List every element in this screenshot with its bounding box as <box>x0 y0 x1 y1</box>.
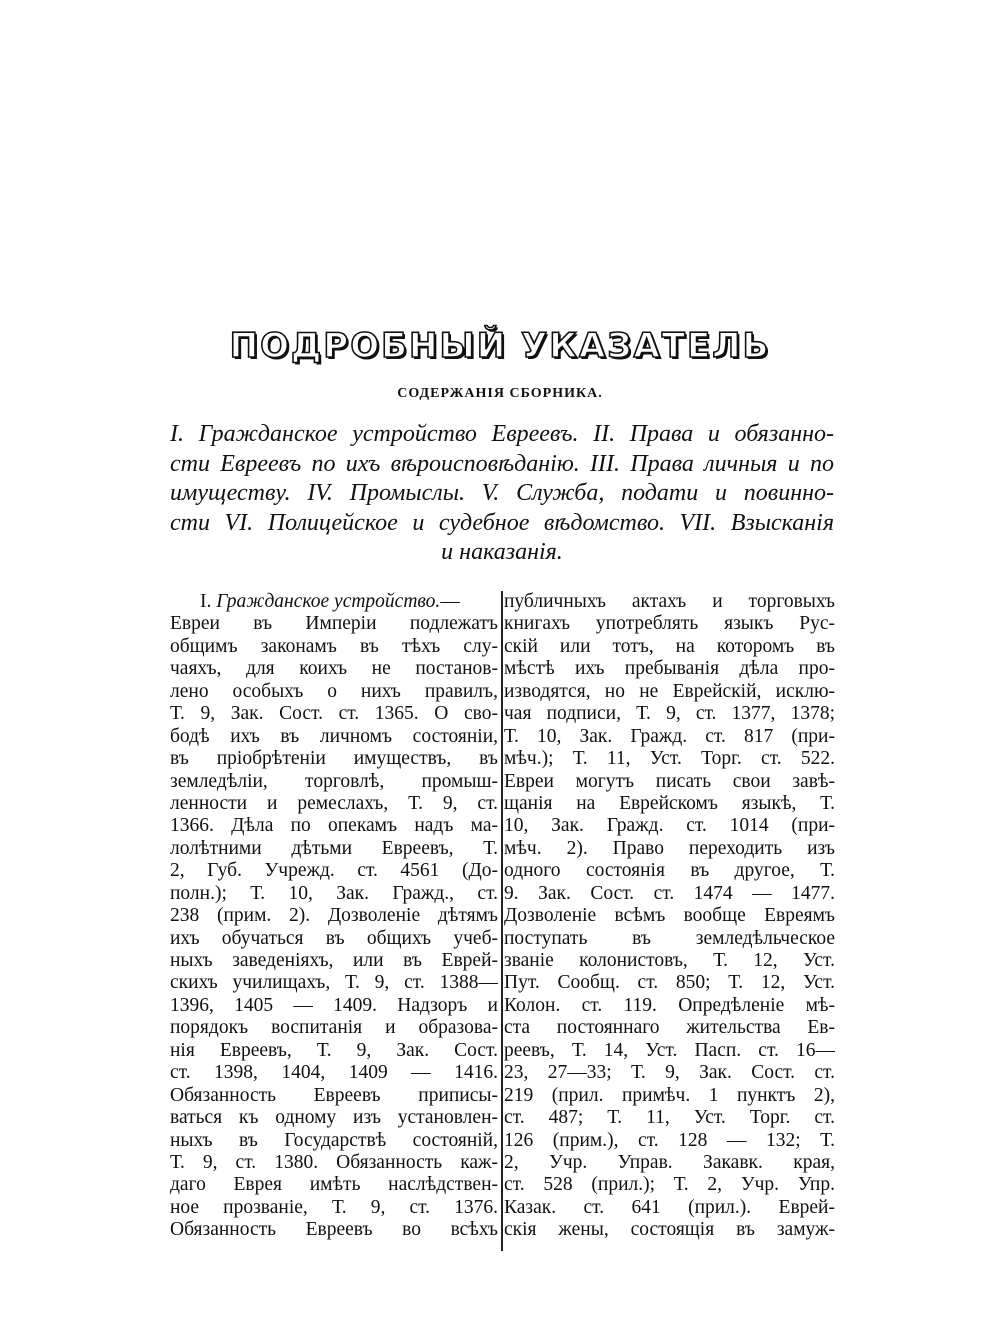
right-column-line: публичныхъ актахъ и торговыхъ <box>504 591 835 612</box>
right-column-line: 219 (прил. примѣч. 1 пунктъ 2), <box>504 1084 835 1106</box>
section-number: I. <box>200 591 217 612</box>
left-column-line: 238 (прим. 2). Дозволеніе дѣтямъ <box>170 905 498 927</box>
left-column-line: ныхъ въ Государствѣ состояній, <box>170 1129 498 1151</box>
right-column-line: мѣстѣ ихъ пребыванія дѣла про- <box>504 658 835 680</box>
right-column-line: поступать въ земледѣльческое <box>504 927 835 949</box>
right-column-line: мѣч.); Т. 11, Уст. Торг. ст. 522. <box>504 748 835 770</box>
right-column-line: Т. 10, Зак. Гражд. ст. 817 (при- <box>504 725 835 747</box>
left-column-line: лолѣтними дѣтьми Евреевъ, Т. <box>170 837 498 859</box>
right-column-line: ста постояннаго жительства Ев- <box>504 1017 835 1039</box>
left-column-line: порядокъ воспитанія и образова- <box>170 1017 498 1039</box>
column-divider <box>501 591 503 1251</box>
summary-line: сти VI. Полицейское и судебное вѣдомство. VII. Взысканія <box>170 509 834 536</box>
right-column-line: 10, Зак. Гражд. ст. 1014 (при- <box>504 815 835 837</box>
right-column-line: 126 (прим.), ст. 128 — 132; Т. <box>504 1129 835 1151</box>
summary-line: I. Гражданское устройство Евреевъ. II. Права и обязанно- <box>170 421 834 447</box>
right-column-line: изводятся, но не Еврейскій, исклю- <box>504 680 835 702</box>
right-column-line: 9. Зак. Сост. ст. 1474 — 1477. <box>504 882 835 904</box>
right-column-line: ст. 528 (прил.); Т. 2, Учр. Упр. <box>504 1174 835 1196</box>
section-heading-line <box>170 591 498 613</box>
left-column-line: ихъ обучаться въ общихъ учеб- <box>170 927 498 949</box>
right-column-line: реевъ, Т. 14, Уст. Пасп. ст. 16— <box>504 1039 835 1061</box>
two-column-text <box>170 591 834 1271</box>
left-column-line: въ пріобрѣтеніи имуществъ, въ <box>170 748 498 770</box>
left-column-line: Т. 9, ст. 1380. Обязанность каж- <box>170 1151 498 1173</box>
section-heading: Гражданское устройство. <box>216 591 441 612</box>
right-column-line: званіе колонистовъ, Т. 12, Уст. <box>504 950 835 971</box>
left-column-line: 1366. Дѣла по опекамъ надъ ма- <box>170 815 498 837</box>
right-column-line: скія жены, состоящія въ замуж- <box>504 1219 835 1241</box>
left-column-line: скихъ училищахъ, Т. 9, ст. 1388— <box>170 972 498 994</box>
right-column <box>504 591 835 1242</box>
left-column-line: ныхъ заведеніяхъ, или въ Еврей- <box>170 950 498 971</box>
left-column-line: 2, Губ. Учрежд. ст. 4561 (До- <box>170 860 498 882</box>
summary-line: и наказанія. <box>441 539 563 565</box>
right-column-line: Казак. ст. 641 (прил.). Еврей- <box>504 1196 835 1218</box>
left-column-line: Евреи въ Имперіи подлежатъ <box>170 613 498 635</box>
left-column-line: ст. 1398, 1404, 1409 — 1416. <box>170 1062 498 1084</box>
left-column-line: ленности и ремеслахъ, Т. 9, ст. <box>170 792 498 814</box>
summary-line: сти Евреевъ по ихъ вѣроисповѣданію. III. Права личныя и по <box>170 450 834 477</box>
left-column-line: ное прозваніе, Т. 9, ст. 1376. <box>170 1196 498 1218</box>
right-column-line: Колон. ст. 119. Опредѣленіе мѣ- <box>504 994 835 1016</box>
left-column-line: бодѣ ихъ въ личномъ состояніи, <box>170 725 498 747</box>
right-column-line: мѣч. 2). Право переходить изъ <box>504 837 835 859</box>
left-column-line: 1396, 1405 — 1409. Надзоръ и <box>170 994 498 1016</box>
left-column-line: чаяхъ, для коихъ не постанов- <box>170 658 498 680</box>
left-column <box>170 591 498 1242</box>
page-subtitle: СОДЕРЖАНІЯ СБОРНИКА. <box>397 386 603 401</box>
section-dash: — <box>440 591 460 612</box>
left-column-line: Обязанность Евреевъ приписы- <box>170 1084 498 1106</box>
left-column-line: даго Еврея имѣть наслѣдствен- <box>170 1174 498 1196</box>
contents-summary <box>170 420 834 568</box>
right-column-line: ст. 487; Т. 11, Уст. Торг. ст. <box>504 1107 835 1129</box>
right-column-line: Пут. Сообщ. ст. 850; Т. 12, Уст. <box>504 972 835 994</box>
right-column-line: одного состоянія въ другое, Т. <box>504 860 835 882</box>
right-column-line: Дозволеніе всѣмъ вообще Евреямъ <box>504 905 835 927</box>
left-column-line: земледѣліи, торговлѣ, промыш- <box>170 770 498 792</box>
right-column-line: 23, 27—33; Т. 9, Зак. Сост. ст. <box>504 1062 835 1084</box>
right-column-line: скій или тотъ, на которомъ въ <box>504 635 835 657</box>
left-column-line: Т. 9, Зак. Сост. ст. 1365. О сво- <box>170 703 498 725</box>
right-column-line: Евреи могутъ писать свои завѣ- <box>504 770 835 792</box>
right-column-line: книгахъ употреблять языкъ Рус- <box>504 613 835 635</box>
left-column-line: Обязанность Евреевъ во всѣхъ <box>170 1219 498 1241</box>
left-column-line: общимъ законамъ въ тѣхъ слу- <box>170 635 498 657</box>
page-title: ПОДРОБНЫЙ УКАЗАТЕЛЬ <box>229 326 771 366</box>
left-column-line: лено особыхъ о нихъ правилъ, <box>170 680 498 702</box>
summary-line: имуществу. IV. Промыслы. V. Служба, подати и повинно- <box>170 480 834 506</box>
left-column-line: полн.); Т. 10, Зак. Гражд., ст. <box>170 882 498 904</box>
right-column-line: щанія на Еврейскомъ языкѣ, Т. <box>504 792 835 814</box>
right-column-line: чая подписи, Т. 9, ст. 1377, 1378; <box>504 703 835 725</box>
left-column-line: нія Евреевъ, Т. 9, Зак. Сост. <box>170 1039 498 1061</box>
left-column-line: ваться къ одному изъ установлен- <box>170 1107 498 1129</box>
right-column-line: 2, Учр. Управ. Закавк. края, <box>504 1151 835 1173</box>
